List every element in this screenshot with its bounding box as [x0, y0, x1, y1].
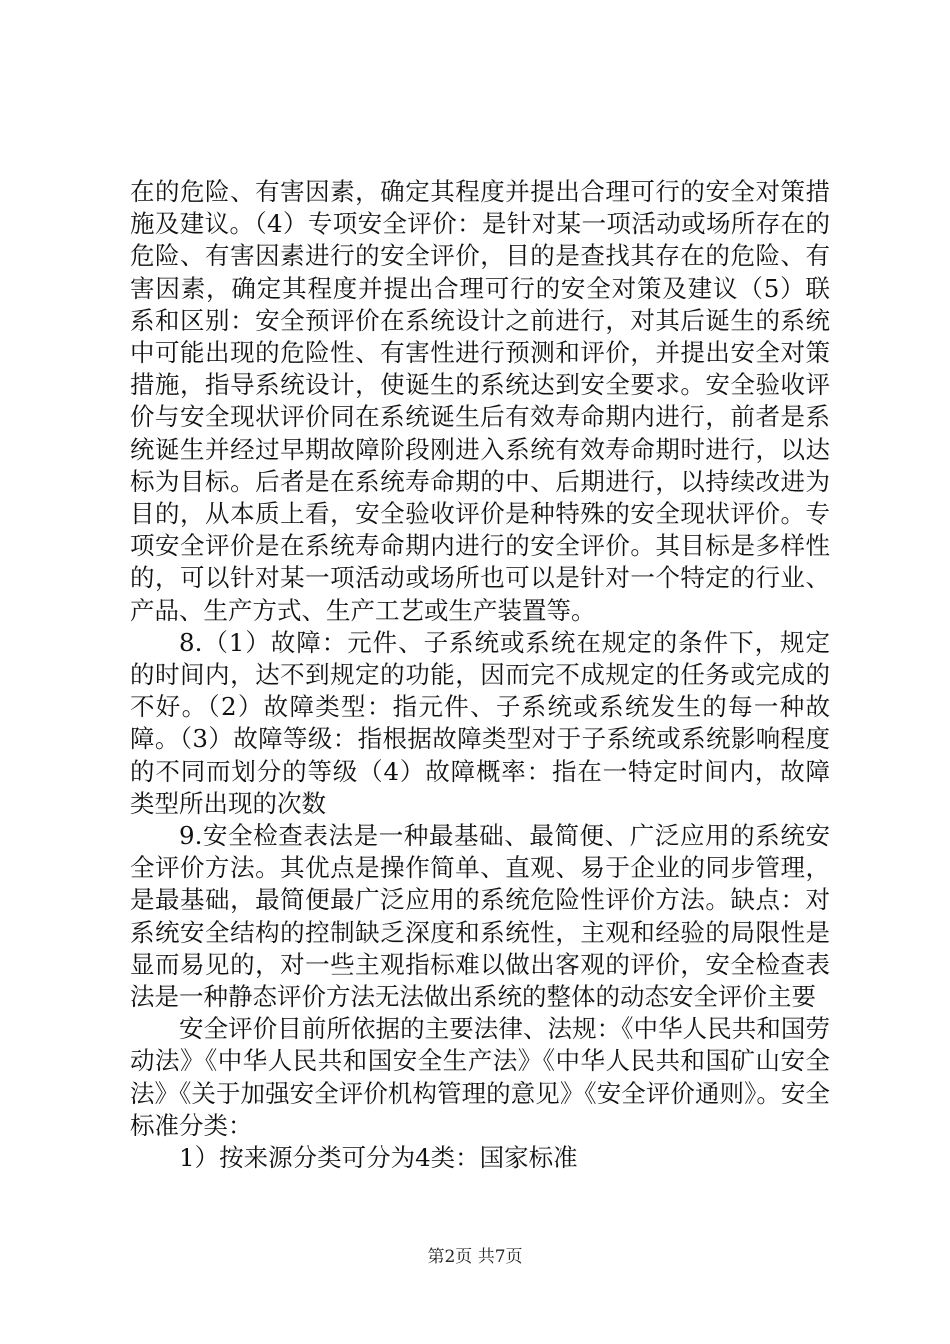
- paragraph-laws: 安全评价目前所依据的主要法律、法规：《中华人民共和国劳动法》《中华人民共和国安全生产法》《中华人民共和国矿山安全法》《关于加强安全评价机构管理的意见》《安全评价通则》。安全标准分类：: [130, 1014, 830, 1140]
- document-body: [130, 176, 830, 1174]
- paragraph-item-8: 8.（1）故障：元件、子系统或系统在规定的条件下，规定的时间内，达不到规定的功能，因而完不成规定的任务或完成的不好。（2）故障类型：指元件、子系统或系统发生的每一种故障。（3）故障等级：指根据故障类型对于子系统或系统影响程度的不同而划分的等级（4）故障概率：指在一特定时间内，故障类型所出现的次数: [130, 627, 830, 818]
- paragraph-item-9: 9.安全检查表法是一种最基础、最简便、广泛应用的系统安全评价方法。其优点是操作简单、直观、易于企业的同步管理，是最基础，最简便最广泛应用的系统危险性评价方法。缺点：对系统安全结构的控制缺乏深度和系统性，主观和经验的局限性是显而易见的，对一些主观指标难以做出客观的评价，安全检查表法是一种静态评价方法无法做出系统的整体的动态安全评价主要: [130, 821, 830, 1012]
- page-footer: 第2页 共7页: [427, 1247, 523, 1267]
- paragraph-classification: 1）按来源分类可分为4类：国家标准: [179, 1143, 578, 1173]
- paragraph-continuation: 在的危险、有害因素，确定其程度并提出合理可行的安全对策措施及建议。（4）专项安全评价：是针对某一项活动或场所存在的危险、有害因素进行的安全评价，目的是查找其存在的危险、有害因素，确定其程度并提出合理可行的安全对策及建议（5）联系和区别：安全预评价在系统设计之前进行，对其后诞生的系统中可能出现的危险性、有害性进行预测和评价，并提出安全对策措施，指导系统设计，使诞生的系统达到安全要求。安全验收评价与安全现状评价同在系统诞生后有效寿命期内进行，前者是系统诞生并经过早期故障阶段刚进入系统有效寿命期时进行，以达标为目标。后者是在系统寿命期的中、后期进行，以持续改进为目的，从本质上看，安全验收评价是种特殊的安全现状评价。专项安全评价是在系统寿命期内进行的安全评价。其目标是多样性的，可以针对某一项活动或场所也可以是针对一个特定的行业、产品、生产方式、生产工艺或生产装置等。: [130, 177, 830, 625]
